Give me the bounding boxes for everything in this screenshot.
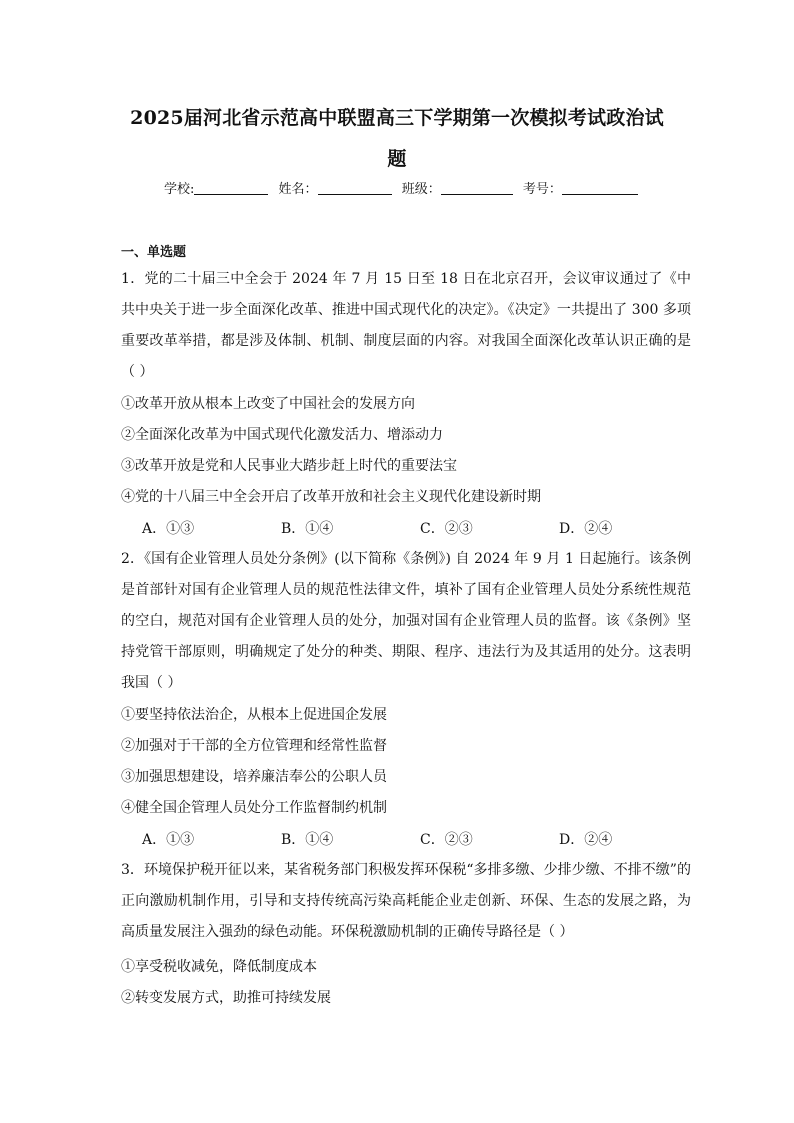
question-2-option-b[interactable]: B．①④ — [281, 832, 334, 848]
question-3-statement-2: ②转变发展方式，助推可持续发展 — [121, 990, 331, 1006]
question-2-statement-1: ①要坚持依法治企，从根本上促进国企发展 — [121, 707, 387, 723]
school-label: 学校: — [164, 182, 195, 197]
school-field[interactable] — [194, 180, 268, 195]
exam-title-line1: 2025届河北省示范高中联盟高三下学期第一次模拟考试政治试 — [130, 107, 664, 129]
name-field[interactable] — [318, 180, 392, 195]
class-label: 班级： — [401, 182, 441, 197]
class-field[interactable] — [441, 180, 513, 195]
question-1-statement-2: ②全面深化改革为中国式现代化激发活力、增添动力 — [121, 427, 443, 443]
question-2-statement-3: ③加强思想建设，培养廉洁奉公的公职人员 — [121, 769, 387, 785]
question-3-statement-1: ①享受税收减免，降低制度成本 — [121, 959, 317, 975]
question-2-statement-2: ②加强对于干部的全方位管理和经常性监督 — [121, 738, 387, 754]
name-label: 姓名： — [278, 182, 318, 197]
question-2-option-a[interactable]: A．①③ — [142, 832, 195, 848]
exam-title-line2: 题 — [387, 148, 407, 170]
question-1-option-b[interactable]: B．①④ — [281, 521, 334, 537]
question-1-option-c[interactable]: C．②③ — [420, 521, 473, 537]
number-label: 考号： — [522, 182, 562, 197]
question-2-options — [142, 830, 662, 850]
question-1-option-a[interactable]: A．①③ — [142, 521, 195, 537]
student-info-row — [164, 180, 644, 199]
section-title: 一、单选题 — [121, 245, 187, 260]
question-1-statement-1: ①改革开放从根本上改变了中国社会的发展方向 — [121, 396, 415, 412]
question-3-stem: 3．环境保护税开征以来，某省税务部门积极发挥环保税“多排多缴、少排少缴、不排不缴”的正向激励机制作用，引导和支持传统高污染高耗能企业走创新、环保、生态的发展之路，为高质量发展注入强劲的绿色动能。环保税激励机制的正确传导路径是（ ） — [121, 862, 691, 940]
question-1-option-d[interactable]: D．②④ — [559, 521, 613, 537]
question-2-statement-4: ④健全国企管理人员处分工作监督制约机制 — [121, 800, 387, 816]
question-2-option-d[interactable]: D．②④ — [559, 832, 613, 848]
number-field[interactable] — [562, 180, 638, 195]
question-1-options — [142, 519, 662, 539]
question-2-option-c[interactable]: C．②③ — [420, 832, 473, 848]
question-1-statement-4: ④党的十八届三中全会开启了改革开放和社会主义现代化建设新时期 — [121, 489, 541, 505]
question-2-stem: 2．《国有企业管理人员处分条例》(以下简称《条例》) 自 2024 年 9 月 1 日起施行。该条例是首部针对国有企业管理人员的规范性法律文件，填补了国有企业管理人员处分系统性规范的空白，规范对国有企业管理人员的处分，加强对国有企业管理人员的监督。该《条例》坚持党管干部原则，明确规定了处分的种类、期限、程序、违法行为及其适用的处分。这表明我国（ ） — [121, 551, 691, 691]
question-1-stem: 1．党的二十届三中全会于 2024 年 7 月 15 日至 18 日在北京召开，会议审议通过了《中共中央关于进一步全面深化改革、推进中国式现代化的决定》。《决定》一共提出了 300 多项重要改革举措，都是涉及体制、机制、制度层面的内容。对我国全面深化改革认识正确的是（ ） — [121, 271, 691, 380]
question-1-statement-3: ③改革开放是党和人民事业大踏步赶上时代的重要法宝 — [121, 458, 457, 474]
